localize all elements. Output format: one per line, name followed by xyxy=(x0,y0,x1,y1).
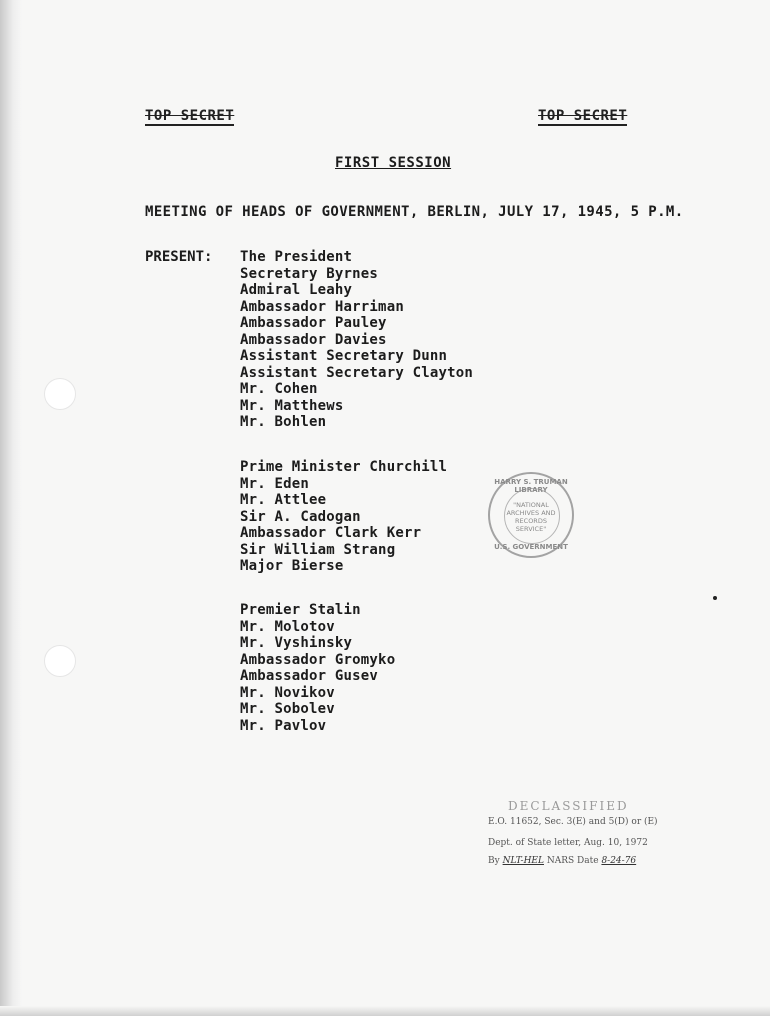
handwritten-initials: NLT-HEL xyxy=(502,856,544,866)
us-delegation-list xyxy=(240,249,473,431)
attendee-name: Mr. Cohen xyxy=(240,381,318,397)
attendee-name: Ambassador Pauley xyxy=(240,315,387,331)
attendee-name: Secretary Byrnes xyxy=(240,265,379,282)
uk-delegation-list xyxy=(240,459,447,575)
stamp-center-text xyxy=(490,501,572,533)
declassified-mark: DECLASSIFIED xyxy=(508,799,629,813)
ink-speck xyxy=(713,596,717,600)
punch-hole-upper xyxy=(44,378,76,410)
declassification-line-2: Dept. of State letter, Aug. 10, 1972 xyxy=(488,838,648,848)
attendee-name: Ambassador Clark Kerr xyxy=(240,525,422,541)
attendee-name: Mr. Attlee xyxy=(240,492,327,508)
handwritten-date: 8-24-76 xyxy=(601,856,637,866)
stamp-ring-top-text: HARRY S. TRUMAN LIBRARY xyxy=(494,478,568,494)
attendee-name: Mr. Matthews xyxy=(240,397,344,414)
attendee-name: Prime Minister Churchill xyxy=(240,459,448,475)
attendee-name: Ambassador Harriman xyxy=(240,298,404,315)
attendee-name: Ambassador Davies xyxy=(240,331,387,348)
page-left-edge xyxy=(0,0,22,1016)
attendee-name: Ambassador Gromyko xyxy=(240,651,396,668)
attendee-name: Premier Stalin xyxy=(240,602,361,618)
ussr-delegation-list xyxy=(240,602,395,734)
attendee-name: Mr. Eden xyxy=(240,475,310,492)
page-bottom-edge xyxy=(0,1006,770,1016)
attendee-name: Assistant Secretary Dunn xyxy=(240,348,448,364)
attendee-name: Mr. Vyshinsky xyxy=(240,635,353,651)
attendee-name: Major Bierse xyxy=(240,558,344,574)
stamp-line: SERVICE" xyxy=(515,525,547,533)
stamp-line: ARCHIVES AND xyxy=(506,509,556,517)
classification-marking-left: TOP SECRET xyxy=(145,108,235,124)
attendee-name: Assistant Secretary Clayton xyxy=(240,364,473,381)
stamp-line: RECORDS xyxy=(515,517,547,525)
session-title: FIRST SESSION xyxy=(335,155,452,171)
attendee-name: Sir William Strang xyxy=(240,541,396,558)
nars-date-label: NARS Date xyxy=(546,856,599,866)
attendee-name: Mr. Molotov xyxy=(240,618,335,635)
stamp-ring-bottom-text: U.S. GOVERNMENT xyxy=(494,543,568,551)
declassification-by-label: By xyxy=(488,856,500,866)
classification-marking-right: TOP SECRET xyxy=(538,108,628,124)
attendee-name: Mr. Pavlov xyxy=(240,717,327,734)
attendee-name: Mr. Sobolev xyxy=(240,701,335,717)
meeting-line: MEETING OF HEADS OF GOVERNMENT, BERLIN, JULY 17, 1945, 5 P.M. xyxy=(145,204,684,220)
punch-hole-lower xyxy=(44,645,76,677)
attendee-name: Ambassador Gusev xyxy=(240,668,379,684)
library-stamp xyxy=(488,472,574,558)
attendee-name: Mr. Novikov xyxy=(240,684,335,701)
stamp-line: "NATIONAL xyxy=(513,501,549,509)
attendee-name: The President xyxy=(240,249,353,265)
attendee-name: Sir A. Cadogan xyxy=(240,508,361,525)
declassification-line-3 xyxy=(488,856,636,866)
attendee-name: Mr. Bohlen xyxy=(240,414,327,430)
attendee-name: Admiral Leahy xyxy=(240,282,353,298)
present-label: PRESENT: xyxy=(145,249,213,265)
declassification-line-1: E.O. 11652, Sec. 3(E) and 5(D) or (E) xyxy=(488,817,658,827)
